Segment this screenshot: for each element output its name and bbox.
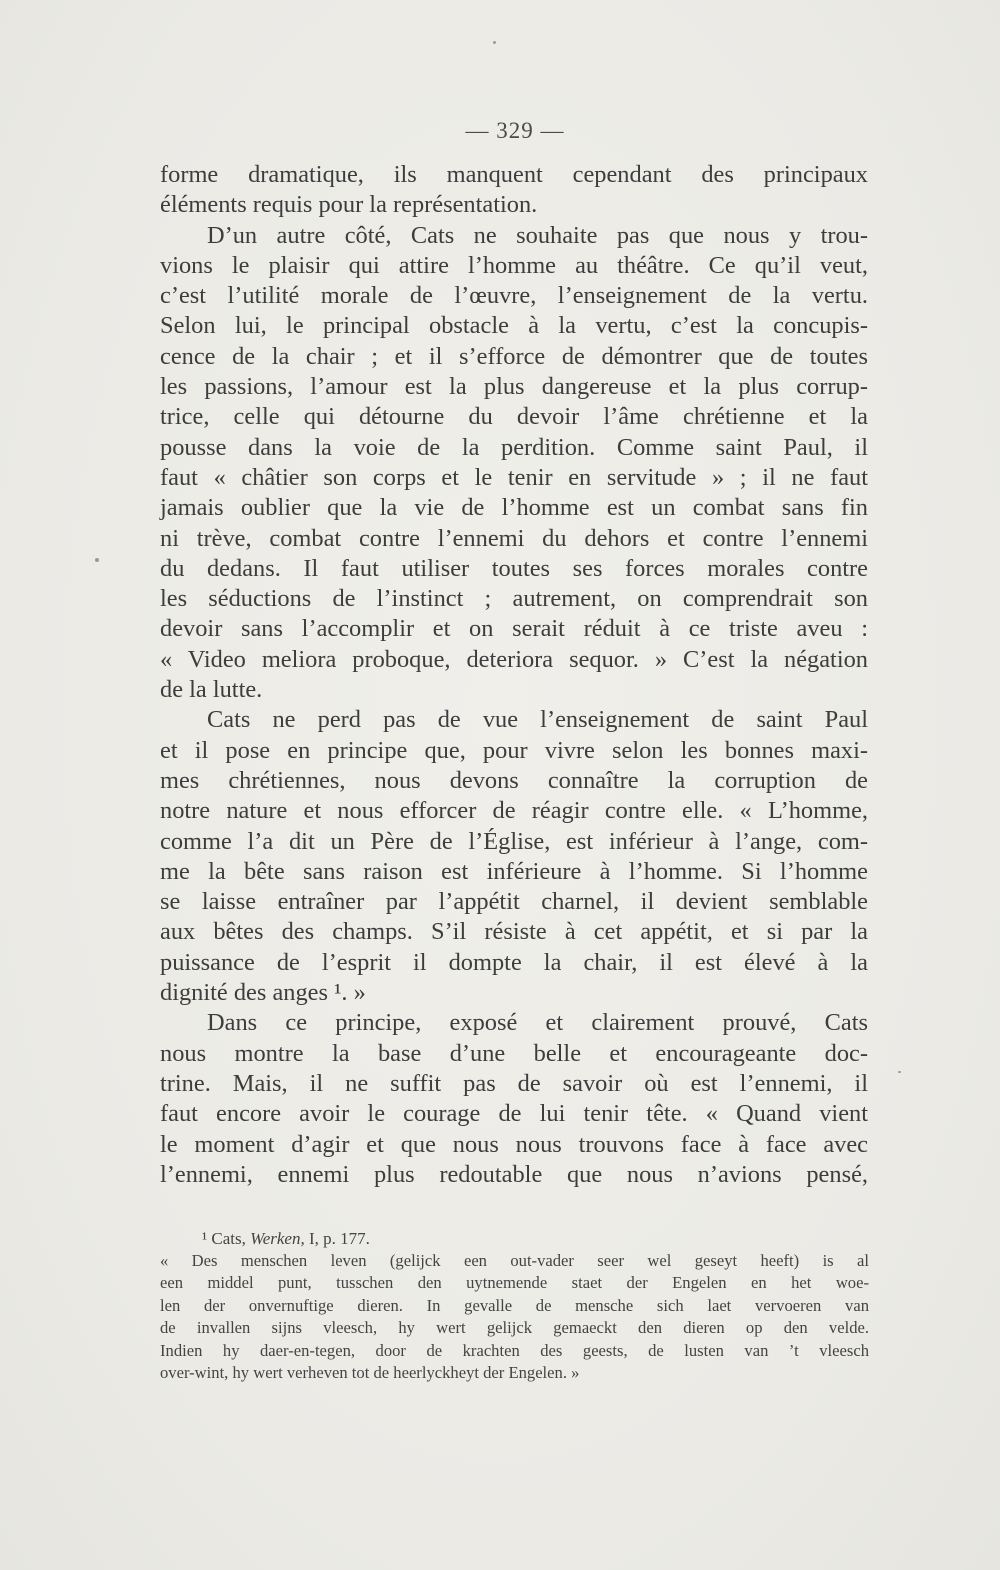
text-line: le moment d’agir et que nous nous trouvons face à face avec: [160, 1130, 868, 1158]
text-line: me la bête sans raison est inférieure à l’homme. Si l’homme: [160, 857, 868, 885]
footnote-author: Cats,: [211, 1229, 246, 1248]
text-line: dignité des anges ¹. »: [160, 979, 366, 1007]
text-line: trine. Mais, il ne suffit pas de savoir où est l’ennemi, il: [160, 1069, 868, 1097]
text-line: Dans ce principe, exposé et clairement prouvé, Cats: [207, 1009, 868, 1037]
text-line: pousse dans la voie de la perdition. Comme saint Paul, il: [160, 433, 868, 461]
text-line: mes chrétiennes, nous devons connaître la corruption de: [160, 766, 868, 794]
text-line: les passions, l’amour est la plus dangereuse et la plus corrup-: [160, 373, 868, 401]
text-line: ni trève, combat contre l’ennemi du dehors et contre l’ennemi: [160, 524, 868, 552]
text-line: se laisse entraîner par l’appétit charnel, il devient semblable: [160, 888, 868, 916]
footnote-line: over-wint, hy wert verheven tot de heerlyckheyt der Engelen. »: [160, 1362, 580, 1382]
text-line: cence de la chair ; et il s’efforce de démontrer que de toutes: [160, 342, 868, 370]
text-line: éléments requis pour la représentation.: [160, 191, 538, 219]
footnote-reference: [160, 1228, 869, 1250]
page-number: — 329 —: [465, 118, 565, 143]
text-line: aux bêtes des champs. S’il résiste à cet appétit, et si par la: [160, 918, 868, 946]
text-line: D’un autre côté, Cats ne souhaite pas que nous y trou-: [207, 221, 868, 249]
footnote-line: « Des menschen leven (gelijck een out-vader seer wel geseyt heeft) is al: [160, 1251, 869, 1270]
footnote-marker: ¹: [202, 1229, 208, 1248]
text-line: forme dramatique, ils manquent cependant des principaux: [160, 161, 868, 188]
text-line: vions le plaisir qui attire l’homme au théâtre. Ce qu’il veut,: [160, 251, 868, 279]
text-line: jamais oublier que la vie de l’homme est un combat sans fin: [160, 494, 868, 522]
footnote-line: len der onvernuftige dieren. In gevalle de mensche sich laet vervoeren van: [160, 1295, 869, 1315]
text-line: Selon lui, le principal obstacle à la vertu, c’est la concupis-: [160, 312, 868, 340]
text-line: les séductions de l’instinct ; autrement, on comprendrait son: [160, 585, 868, 613]
text-line: de la lutte.: [160, 676, 263, 704]
footnote-quote: [160, 1250, 869, 1384]
text-line: trice, celle qui détourne du devoir l’âme chrétienne et la: [160, 403, 868, 431]
text-line: du dedans. Il faut utiliser toutes ses forces morales contre: [160, 554, 868, 582]
text-line: l’ennemi, ennemi plus redoutable que nous n’avions pensé,: [160, 1160, 868, 1188]
footnote-line: Indien hy daer-en-tegen, door de krachten des geests, de lusten van ’t vleesch: [160, 1340, 869, 1360]
text-line: faut « châtier son corps et le tenir en servitude » ; il ne faut: [160, 463, 868, 491]
text-line: notre nature et nous efforcer de réagir contre elle. « L’homme,: [160, 797, 868, 825]
page-speck: [95, 558, 99, 562]
text-line: c’est l’utilité morale de l’œuvre, l’enseignement de la vertu.: [160, 282, 868, 310]
text-line: devoir sans l’accomplir et on serait réduit à ce triste aveu :: [160, 615, 868, 643]
page-speck: [898, 1071, 901, 1073]
footnote-line: de invallen sijns vleesch, hy wert gelijck gemaeckt den dieren op den velde.: [160, 1318, 869, 1338]
main-text: [160, 160, 868, 1190]
footnote-line: een middel punt, tusschen den uytnemende staet der Engelen en het woe-: [160, 1273, 869, 1293]
footnotes: [160, 1228, 869, 1384]
text-line: puissance de l’esprit il dompte la chair, il est élevé à la: [160, 948, 868, 976]
text-line: « Video meliora proboque, deteriora sequor. » C’est la négation: [160, 645, 868, 673]
text-line: et il pose en principe que, pour vivre selon les bonnes maxi-: [160, 736, 868, 764]
footnote-page: I, p. 177.: [308, 1229, 370, 1248]
text-line: comme l’a dit un Père de l’Église, est inférieur à l’ange, com-: [160, 827, 868, 855]
text-line: nous montre la base d’une belle et encourageante doc-: [160, 1039, 868, 1067]
footnote-title: Werken,: [250, 1229, 305, 1248]
text-line: Cats ne perd pas de vue l’enseignement de saint Paul: [207, 706, 868, 734]
text-line: faut encore avoir le courage de lui tenir tête. « Quand vient: [160, 1100, 868, 1128]
page-speck: [493, 41, 496, 44]
